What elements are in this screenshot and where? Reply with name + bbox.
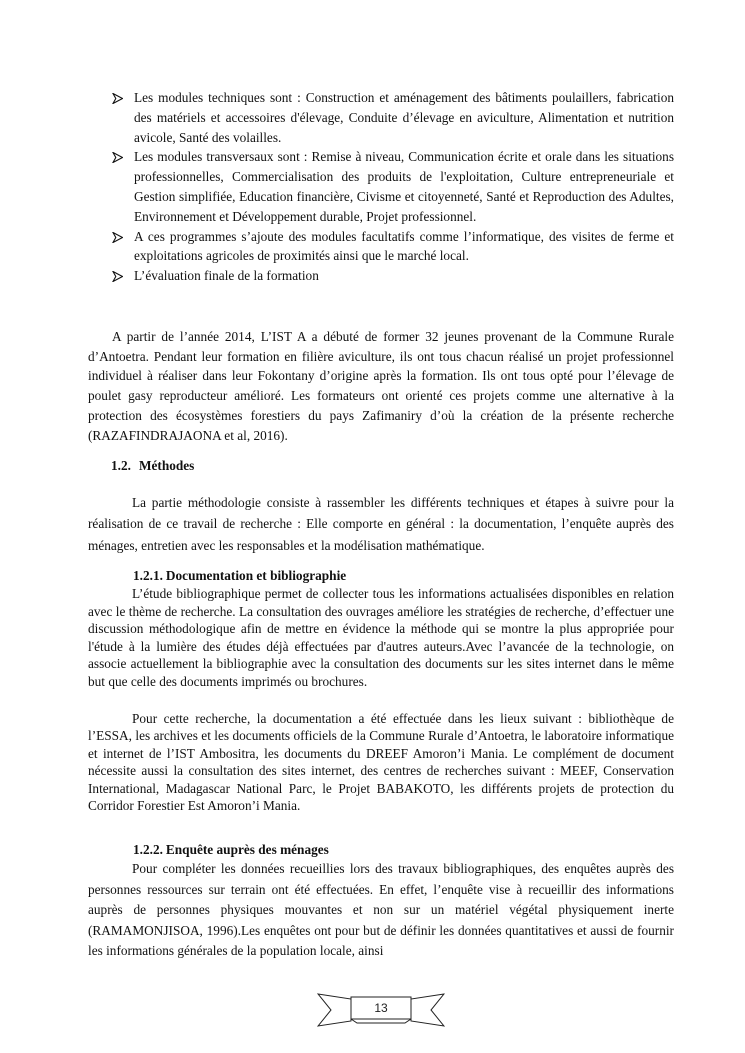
subsection-title: Enquête auprès des ménages [165, 842, 329, 857]
survey-paragraph: Pour compléter les données recueillies lors des travaux bibliographiques, des enquêtes auprès des personnes ressources sur terrain ont été effectuées. En effet, l’enquête vise à recueillir des informations auprès de personnes physiques mouvantes et non sur un matériel végétal physiquement inerte (RAMAMONJISOA, 1996).Les enquêtes ont pour but de définir les données quantitatives et aussi de fournir les informations générales de la population locale, ainsi [88, 861, 674, 959]
arrow-bullet-icon [112, 152, 123, 163]
page-number-ribbon [317, 993, 445, 1027]
bullet-text: L’évaluation finale de la formation [134, 268, 319, 284]
subsection-heading [133, 842, 329, 858]
documentation-paragraph: Pour cette recherche, la documentation a été effectuée dans les lieux suivant : bibliothèque de l’ESSA, les archives et les documents officiels de la Commune Rurale d’Antoetra, le laboratoire informatique et internet de l’IST Ambositra, les documents du DREEF Amoron’i Mania. Le complément de document nécessite aussi la consultation des sites internet, des centres de recherches suivant : MEEF, Conservation International, Madagascar National Parc, le Projet BABAKOTO, les différents projets de protection du Corridor Forestier Est Amoron’i Mania. [88, 711, 674, 814]
documentation-paragraph: L’étude bibliographique permet de collecter tous les informations actualisées disponibles en relation avec le thème de recherche. La consultation des ouvrages améliore les stratégies de recherche, d’effectuer une discussion méthodologique afin de mettre en évidence la méthode qui se montre la plus appropriée pour l'étude à la lumière des études déjà effectuées par d'autres auteurs.Avec l’avancée de la technologie, on associe actuellement la bibliographie avec la consultation des documents sur les sites internet dans le même but que celle des documents imprimés ou brochures. [88, 586, 674, 689]
bullet-text: A ces programmes s’ajoute des modules facultatifs comme l’informatique, des visites de ferme et exploitations agricoles de proximités ainsi que le marché local. [134, 228, 674, 264]
list-item [112, 266, 674, 286]
page-number: 13 [374, 1001, 388, 1015]
arrow-bullet-icon [112, 232, 123, 243]
arrow-bullet-icon [112, 93, 123, 104]
section-heading [111, 458, 194, 474]
methods-paragraph: La partie méthodologie consiste à rassembler les différents techniques et étapes à suivre pour la réalisation de ce travail de recherche : Elle comporte en général : la documentation, l’enquête auprès des ménages, entretien avec les responsables et la modélisation mathématique. [88, 495, 674, 553]
subsection-number: 1.2.1. [133, 568, 163, 583]
section-title: Méthodes [138, 458, 195, 473]
bullet-text: Les modules techniques sont : Construction et aménagement des bâtiments poulaillers, fabrication des matériels et accessoires d'élevage, Conduite d’élevage en aviculture, Alimentation et nutrition avicole, Santé des volailles. [134, 90, 674, 145]
arrow-bullet-icon [112, 271, 123, 282]
subsection-number: 1.2.2. [133, 842, 163, 857]
section-number: 1.2. [111, 458, 131, 473]
intro-paragraph: A partir de l’année 2014, L’IST A a débuté de former 32 jeunes provenant de la Commune Rurale d’Antoetra. Pendant leur formation en filière aviculture, ils ont tous chacun réalisé un projet professionnel individuel à réaliser dans leur Fokontany d’origine après la formation. Ils ont tous opté pour l’élevage de poulet gasy reproducteur amélioré. Les formateurs ont orienté ces projets comme une alternative à la protection des écosystèmes forestiers du pays Zafimaniry d’où la création de la présente recherche (RAZAFINDRAJAONA et al, 2016). [88, 329, 674, 443]
subsection-heading [133, 568, 346, 584]
module-list [112, 88, 674, 286]
list-item [112, 227, 674, 267]
list-item [112, 147, 674, 226]
list-item [112, 88, 674, 147]
bullet-text: Les modules transversaux sont : Remise à niveau, Communication écrite et orale dans les situations professionnelles, Commercialisation des produits de l'exploitation, Culture entrepreneuriale et Gestion simplifiée, Education financière, Civisme et citoyenneté, Santé et Reproduction des Adultes, Environnement et Développement durable, Projet professionnel. [134, 149, 674, 224]
subsection-title: Documentation et bibliographie [165, 568, 347, 583]
